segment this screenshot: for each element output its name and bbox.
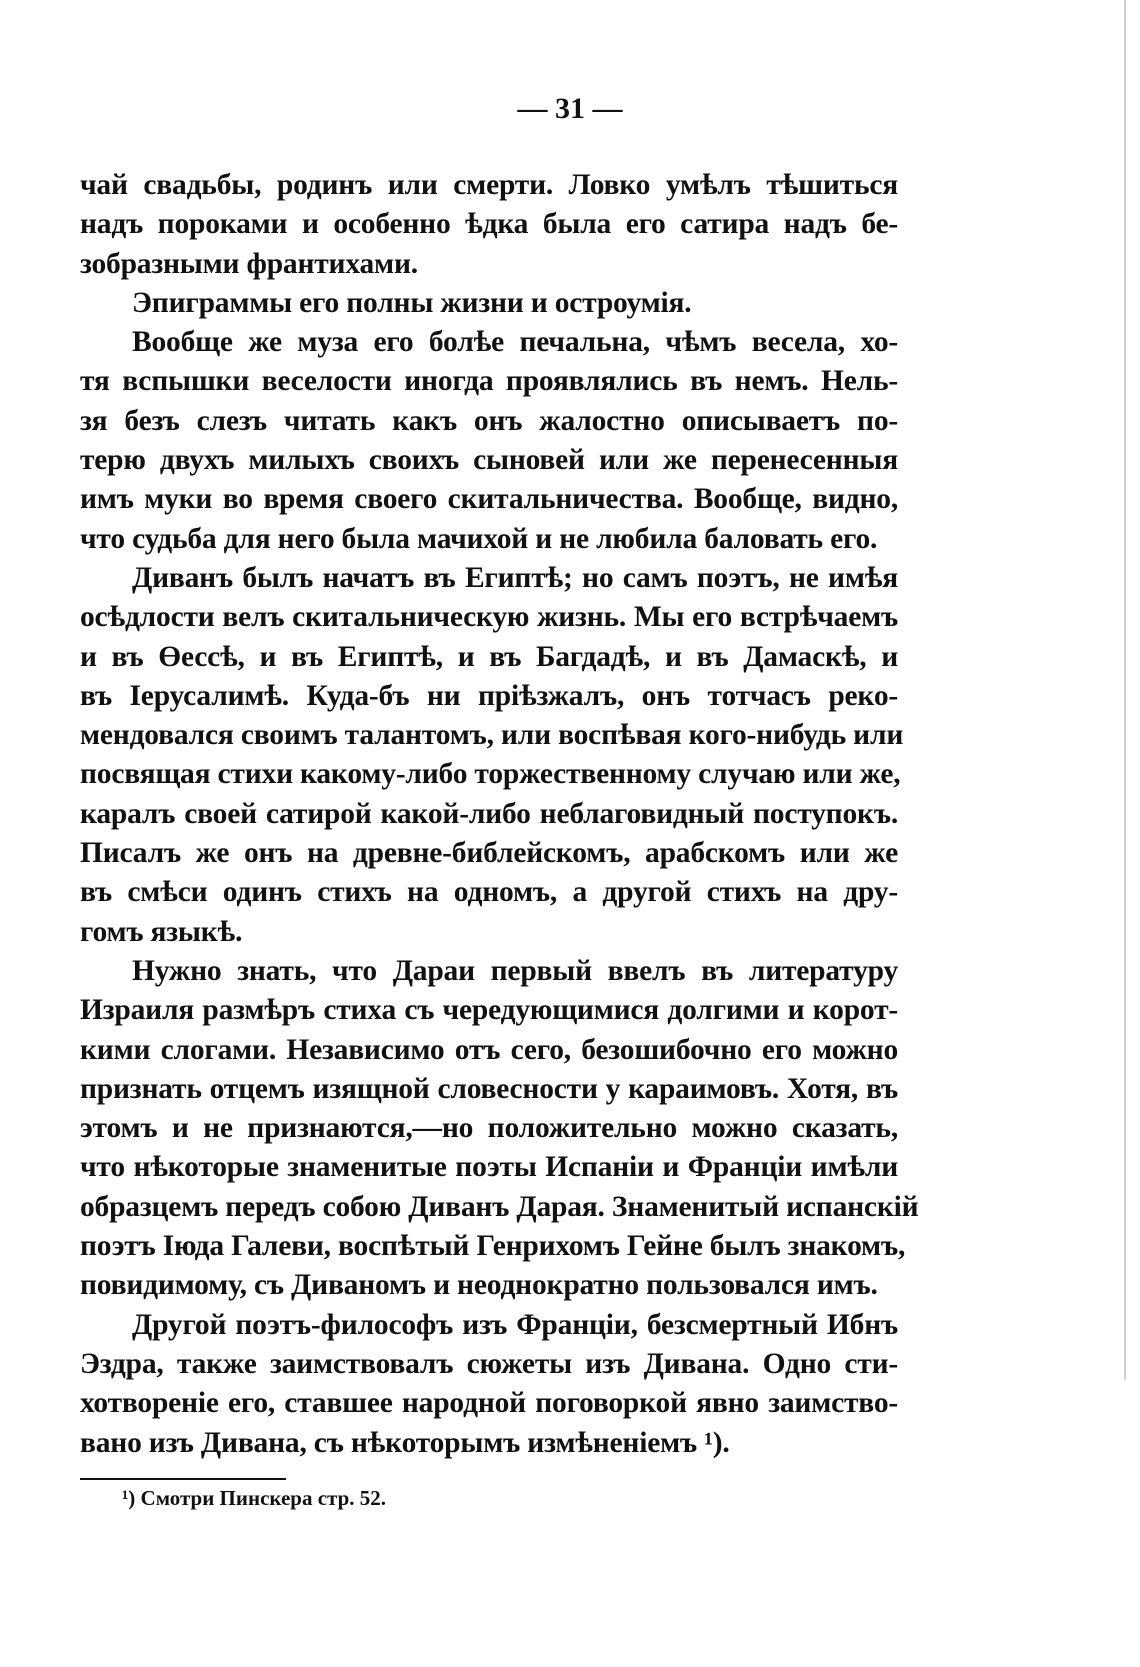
text-line: надъ пороками и особенно ѣдка была его сатира надъ бе- <box>80 208 898 241</box>
text-line: поэтъ Іюда Галеви, воспѣтый Генрихомъ Гейне былъ знакомъ, <box>80 1230 906 1263</box>
text-line: хотвореніе его, ставшее народной поговоркой явно заимство- <box>80 1387 898 1420</box>
text-line: тя вспышки веселости иногда проявлялись въ немъ. Нель- <box>80 365 898 398</box>
text-line: этомъ и не признаются,—но положительно можно сказать, <box>80 1112 898 1145</box>
text-line: признать отцемъ изящной словесности у караимовъ. Хотя, въ <box>80 1072 898 1105</box>
text-line: въ Іерусалимѣ. Куда-бъ ни пріѣзжалъ, онъ тотчасъ реко- <box>80 679 898 712</box>
text-line: что нѣкоторые знаменитые поэты Испаніи и Франціи имѣли <box>80 1151 898 1184</box>
text-line: посвящая стихи какому-либо торжественному случаю или же, <box>80 758 901 791</box>
text-line: что судьба для него была мачихой и не любила баловать его. <box>80 522 878 555</box>
text-line: Эпиграммы его полны жизни и остроумія. <box>132 286 692 319</box>
text-line: осѣдлости велъ скитальническую жизнь. Мы его встрѣчаемъ <box>80 601 898 634</box>
text-line: зя безъ слезъ читать какъ онъ жалостно описываетъ по- <box>80 404 898 437</box>
text-line: кими слогами. Независимо отъ сего, безошибочно его можно <box>80 1033 898 1066</box>
text-line: Эздра, также заимствовалъ сюжеты изъ Дивана. Одно сти- <box>80 1347 898 1380</box>
text-line: имъ муки во время своего скитальничества. Вообще, видно, <box>80 483 898 516</box>
text-line: въ смѣси одинъ стихъ на одномъ, а другой стихъ на дру- <box>80 876 898 909</box>
text-line: повидимому, съ Диваномъ и неоднократно пользовался имъ. <box>80 1269 878 1302</box>
text-line: образцемъ передъ собою Диванъ Дарая. Знаменитый испанскій <box>80 1190 919 1223</box>
text-line: и въ Өессѣ, и въ Египтѣ, и въ Багдадѣ, и въ Дамаскѣ, и <box>80 640 898 673</box>
text-line: вано изъ Дивана, съ нѣкоторымъ измѣненіемъ ¹). <box>80 1426 730 1459</box>
text-line: зобразными франтихами. <box>80 247 418 280</box>
text-line: Писалъ же онъ на древне-библейскомъ, арабскомъ или же <box>80 837 898 870</box>
text-line: Диванъ былъ начатъ въ Египтѣ; но самъ поэтъ, не имѣя <box>132 561 898 594</box>
text-line: Другой поэтъ-философъ изъ Франціи, безсмертный Ибнъ <box>132 1308 898 1341</box>
page-edge-shadow <box>1124 0 1126 1380</box>
text-line: Израиля размѣръ стиха съ чередующимися долгими и корот- <box>80 994 898 1027</box>
text-line: Нужно знать, что Дараи первый ввелъ въ литературу <box>132 954 898 987</box>
text-line: Вообще же муза его болѣе печальна, чѣмъ весела, хо- <box>132 326 898 359</box>
footnote-separator <box>80 1478 286 1480</box>
text-line: терю двухъ милыхъ своихъ сыновей или же перенесенныя <box>80 444 898 477</box>
text-line: гомъ языкѣ. <box>80 915 243 948</box>
text-line: каралъ своей сатирой какой-либо неблаговидный поступокъ. <box>80 797 898 830</box>
text-line: мендовался своимъ талантомъ, или воспѣвая кого-нибудь или <box>80 719 904 752</box>
page-number: — 31 — <box>517 92 623 125</box>
text-line: чай свадьбы, родинъ или смерти. Ловко умѣлъ тѣшиться <box>80 169 898 201</box>
body-text <box>80 166 919 1463</box>
footnote: ¹) Смотри Пинскера стр. 52. <box>122 1486 387 1510</box>
